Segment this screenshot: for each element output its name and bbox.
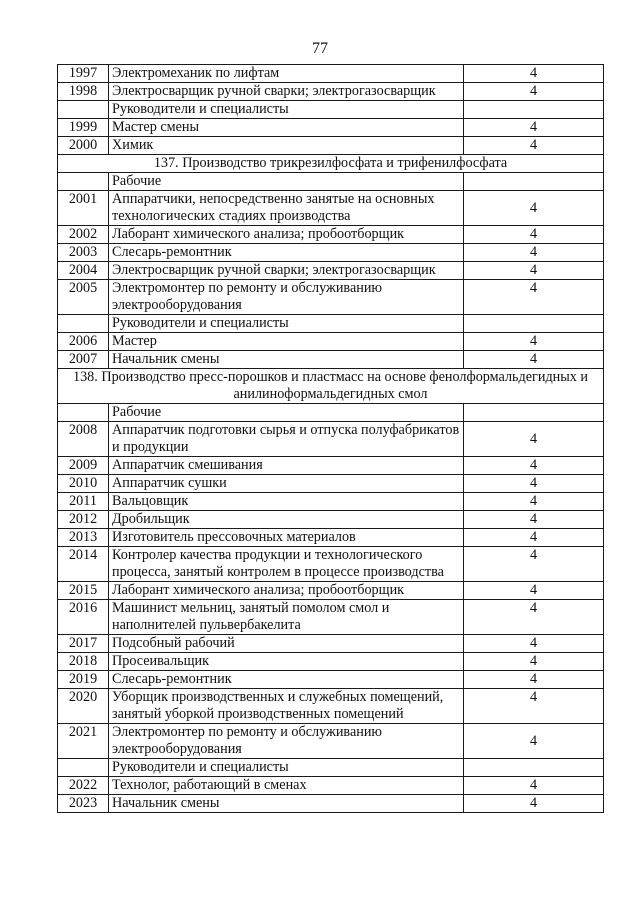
row-number: 2010	[58, 475, 109, 493]
table-row	[58, 777, 604, 795]
profession-name: Мастер смены	[109, 119, 464, 137]
table-row	[58, 724, 604, 759]
table-row	[58, 511, 604, 529]
table-row	[58, 671, 604, 689]
profession-name: Аппаратчик сушки	[109, 475, 464, 493]
value-cell: 4	[464, 280, 604, 315]
value-cell: 4	[464, 635, 604, 653]
value-cell: 4	[464, 119, 604, 137]
table-row	[58, 244, 604, 262]
value-cell: 4	[464, 689, 604, 724]
row-number: 2019	[58, 671, 109, 689]
value-cell: 4	[464, 137, 604, 155]
row-number: 2014	[58, 547, 109, 582]
table-row	[58, 280, 604, 315]
row-number: 2006	[58, 333, 109, 351]
row-number: 1997	[58, 65, 109, 83]
profession-name: Электросварщик ручной сварки; электрогазосварщик	[109, 262, 464, 280]
value-cell: 4	[464, 422, 604, 457]
table-row	[58, 600, 604, 635]
profession-name: Начальник смены	[109, 795, 464, 813]
table-row	[58, 83, 604, 101]
category-row	[58, 404, 604, 422]
profession-name: Электромонтер по ремонту и обслуживанию электрооборудования	[109, 724, 464, 759]
table-row	[58, 65, 604, 83]
value-cell: 4	[464, 547, 604, 582]
row-number: 2007	[58, 351, 109, 369]
empty-cell	[464, 173, 604, 191]
profession-name: Электромеханик по лифтам	[109, 65, 464, 83]
value-cell: 4	[464, 724, 604, 759]
value-cell: 4	[464, 653, 604, 671]
table-row	[58, 119, 604, 137]
row-number: 2011	[58, 493, 109, 511]
row-number: 2004	[58, 262, 109, 280]
profession-name: Аппаратчик подготовки сырья и отпуска полуфабрикатов и продукции	[109, 422, 464, 457]
table-row	[58, 635, 604, 653]
empty-cell	[58, 759, 109, 777]
profession-name: Лаборант химического анализа; пробоотборщик	[109, 582, 464, 600]
profession-name: Слесарь-ремонтник	[109, 671, 464, 689]
table-row	[58, 422, 604, 457]
value-cell: 4	[464, 191, 604, 226]
category-label: Руководители и специалисты	[109, 101, 464, 119]
value-cell: 4	[464, 83, 604, 101]
profession-name: Химик	[109, 137, 464, 155]
profession-name: Контролер качества продукции и технологического процесса, занятый контролем в процессе производства	[109, 547, 464, 582]
row-number: 2023	[58, 795, 109, 813]
table-row	[58, 475, 604, 493]
profession-name: Мастер	[109, 333, 464, 351]
category-label: Руководители и специалисты	[109, 315, 464, 333]
profession-name: Подсобный рабочий	[109, 635, 464, 653]
table-row	[58, 689, 604, 724]
table-body	[58, 65, 604, 813]
value-cell: 4	[464, 351, 604, 369]
page-number: 77	[312, 40, 328, 57]
value-cell: 4	[464, 671, 604, 689]
value-cell: 4	[464, 493, 604, 511]
category-label: Рабочие	[109, 173, 464, 191]
empty-cell	[58, 101, 109, 119]
row-number: 2003	[58, 244, 109, 262]
row-number: 1998	[58, 83, 109, 101]
empty-cell	[464, 404, 604, 422]
row-number: 2016	[58, 600, 109, 635]
empty-cell	[464, 759, 604, 777]
table-row	[58, 457, 604, 475]
row-number: 2022	[58, 777, 109, 795]
value-cell: 4	[464, 65, 604, 83]
table-row	[58, 262, 604, 280]
value-cell: 4	[464, 529, 604, 547]
row-number: 2005	[58, 280, 109, 315]
table-row	[58, 493, 604, 511]
value-cell: 4	[464, 475, 604, 493]
value-cell: 4	[464, 511, 604, 529]
value-cell: 4	[464, 777, 604, 795]
category-row	[58, 173, 604, 191]
profession-name: Слесарь-ремонтник	[109, 244, 464, 262]
profession-name: Уборщик производственных и служебных помещений, занятый уборкой производственных помещений	[109, 689, 464, 724]
value-cell: 4	[464, 795, 604, 813]
section-heading-row	[58, 155, 604, 173]
section-heading-row	[58, 369, 604, 404]
value-cell: 4	[464, 333, 604, 351]
row-number: 2017	[58, 635, 109, 653]
table-row	[58, 582, 604, 600]
table-row	[58, 547, 604, 582]
empty-cell	[58, 315, 109, 333]
empty-cell	[58, 173, 109, 191]
row-number: 2000	[58, 137, 109, 155]
profession-name: Изготовитель прессовочных материалов	[109, 529, 464, 547]
table-row	[58, 333, 604, 351]
profession-name: Электромонтер по ремонту и обслуживанию электрооборудования	[109, 280, 464, 315]
value-cell: 4	[464, 582, 604, 600]
section-heading: 137. Производство трикрезилфосфата и трифенилфосфата	[58, 155, 604, 173]
profession-name: Просеивальщик	[109, 653, 464, 671]
row-number: 2002	[58, 226, 109, 244]
table-row	[58, 137, 604, 155]
profession-name: Электросварщик ручной сварки; электрогазосварщик	[109, 83, 464, 101]
category-row	[58, 759, 604, 777]
profession-name: Лаборант химического анализа; пробоотборщик	[109, 226, 464, 244]
row-number: 2015	[58, 582, 109, 600]
profession-name: Начальник смены	[109, 351, 464, 369]
value-cell: 4	[464, 244, 604, 262]
empty-cell	[464, 315, 604, 333]
empty-cell	[464, 101, 604, 119]
table-row	[58, 653, 604, 671]
table-row	[58, 226, 604, 244]
section-heading: 138. Производство пресс-порошков и пластмасс на основе фенолформальдегидных и анилиноформальдегидных смол	[58, 369, 604, 404]
category-row	[58, 101, 604, 119]
table-row	[58, 351, 604, 369]
row-number: 1999	[58, 119, 109, 137]
row-number: 2012	[58, 511, 109, 529]
row-number: 2001	[58, 191, 109, 226]
profession-name: Вальцовщик	[109, 493, 464, 511]
row-number: 2018	[58, 653, 109, 671]
table-row	[58, 191, 604, 226]
table-row	[58, 795, 604, 813]
category-row	[58, 315, 604, 333]
empty-cell	[58, 404, 109, 422]
profession-name: Технолог, работающий в сменах	[109, 777, 464, 795]
value-cell: 4	[464, 600, 604, 635]
row-number: 2009	[58, 457, 109, 475]
profession-name: Машинист мельниц, занятый помолом смол и наполнителей пульвербакелита	[109, 600, 464, 635]
value-cell: 4	[464, 226, 604, 244]
category-label: Руководители и специалисты	[109, 759, 464, 777]
row-number: 2013	[58, 529, 109, 547]
value-cell: 4	[464, 262, 604, 280]
value-cell: 4	[464, 457, 604, 475]
profession-name: Аппаратчик смешивания	[109, 457, 464, 475]
row-number: 2008	[58, 422, 109, 457]
category-label: Рабочие	[109, 404, 464, 422]
table-row	[58, 529, 604, 547]
row-number: 2020	[58, 689, 109, 724]
profession-table	[57, 64, 604, 813]
profession-name: Дробильщик	[109, 511, 464, 529]
profession-name: Аппаратчики, непосредственно занятые на основных технологических стадиях производства	[109, 191, 464, 226]
row-number: 2021	[58, 724, 109, 759]
